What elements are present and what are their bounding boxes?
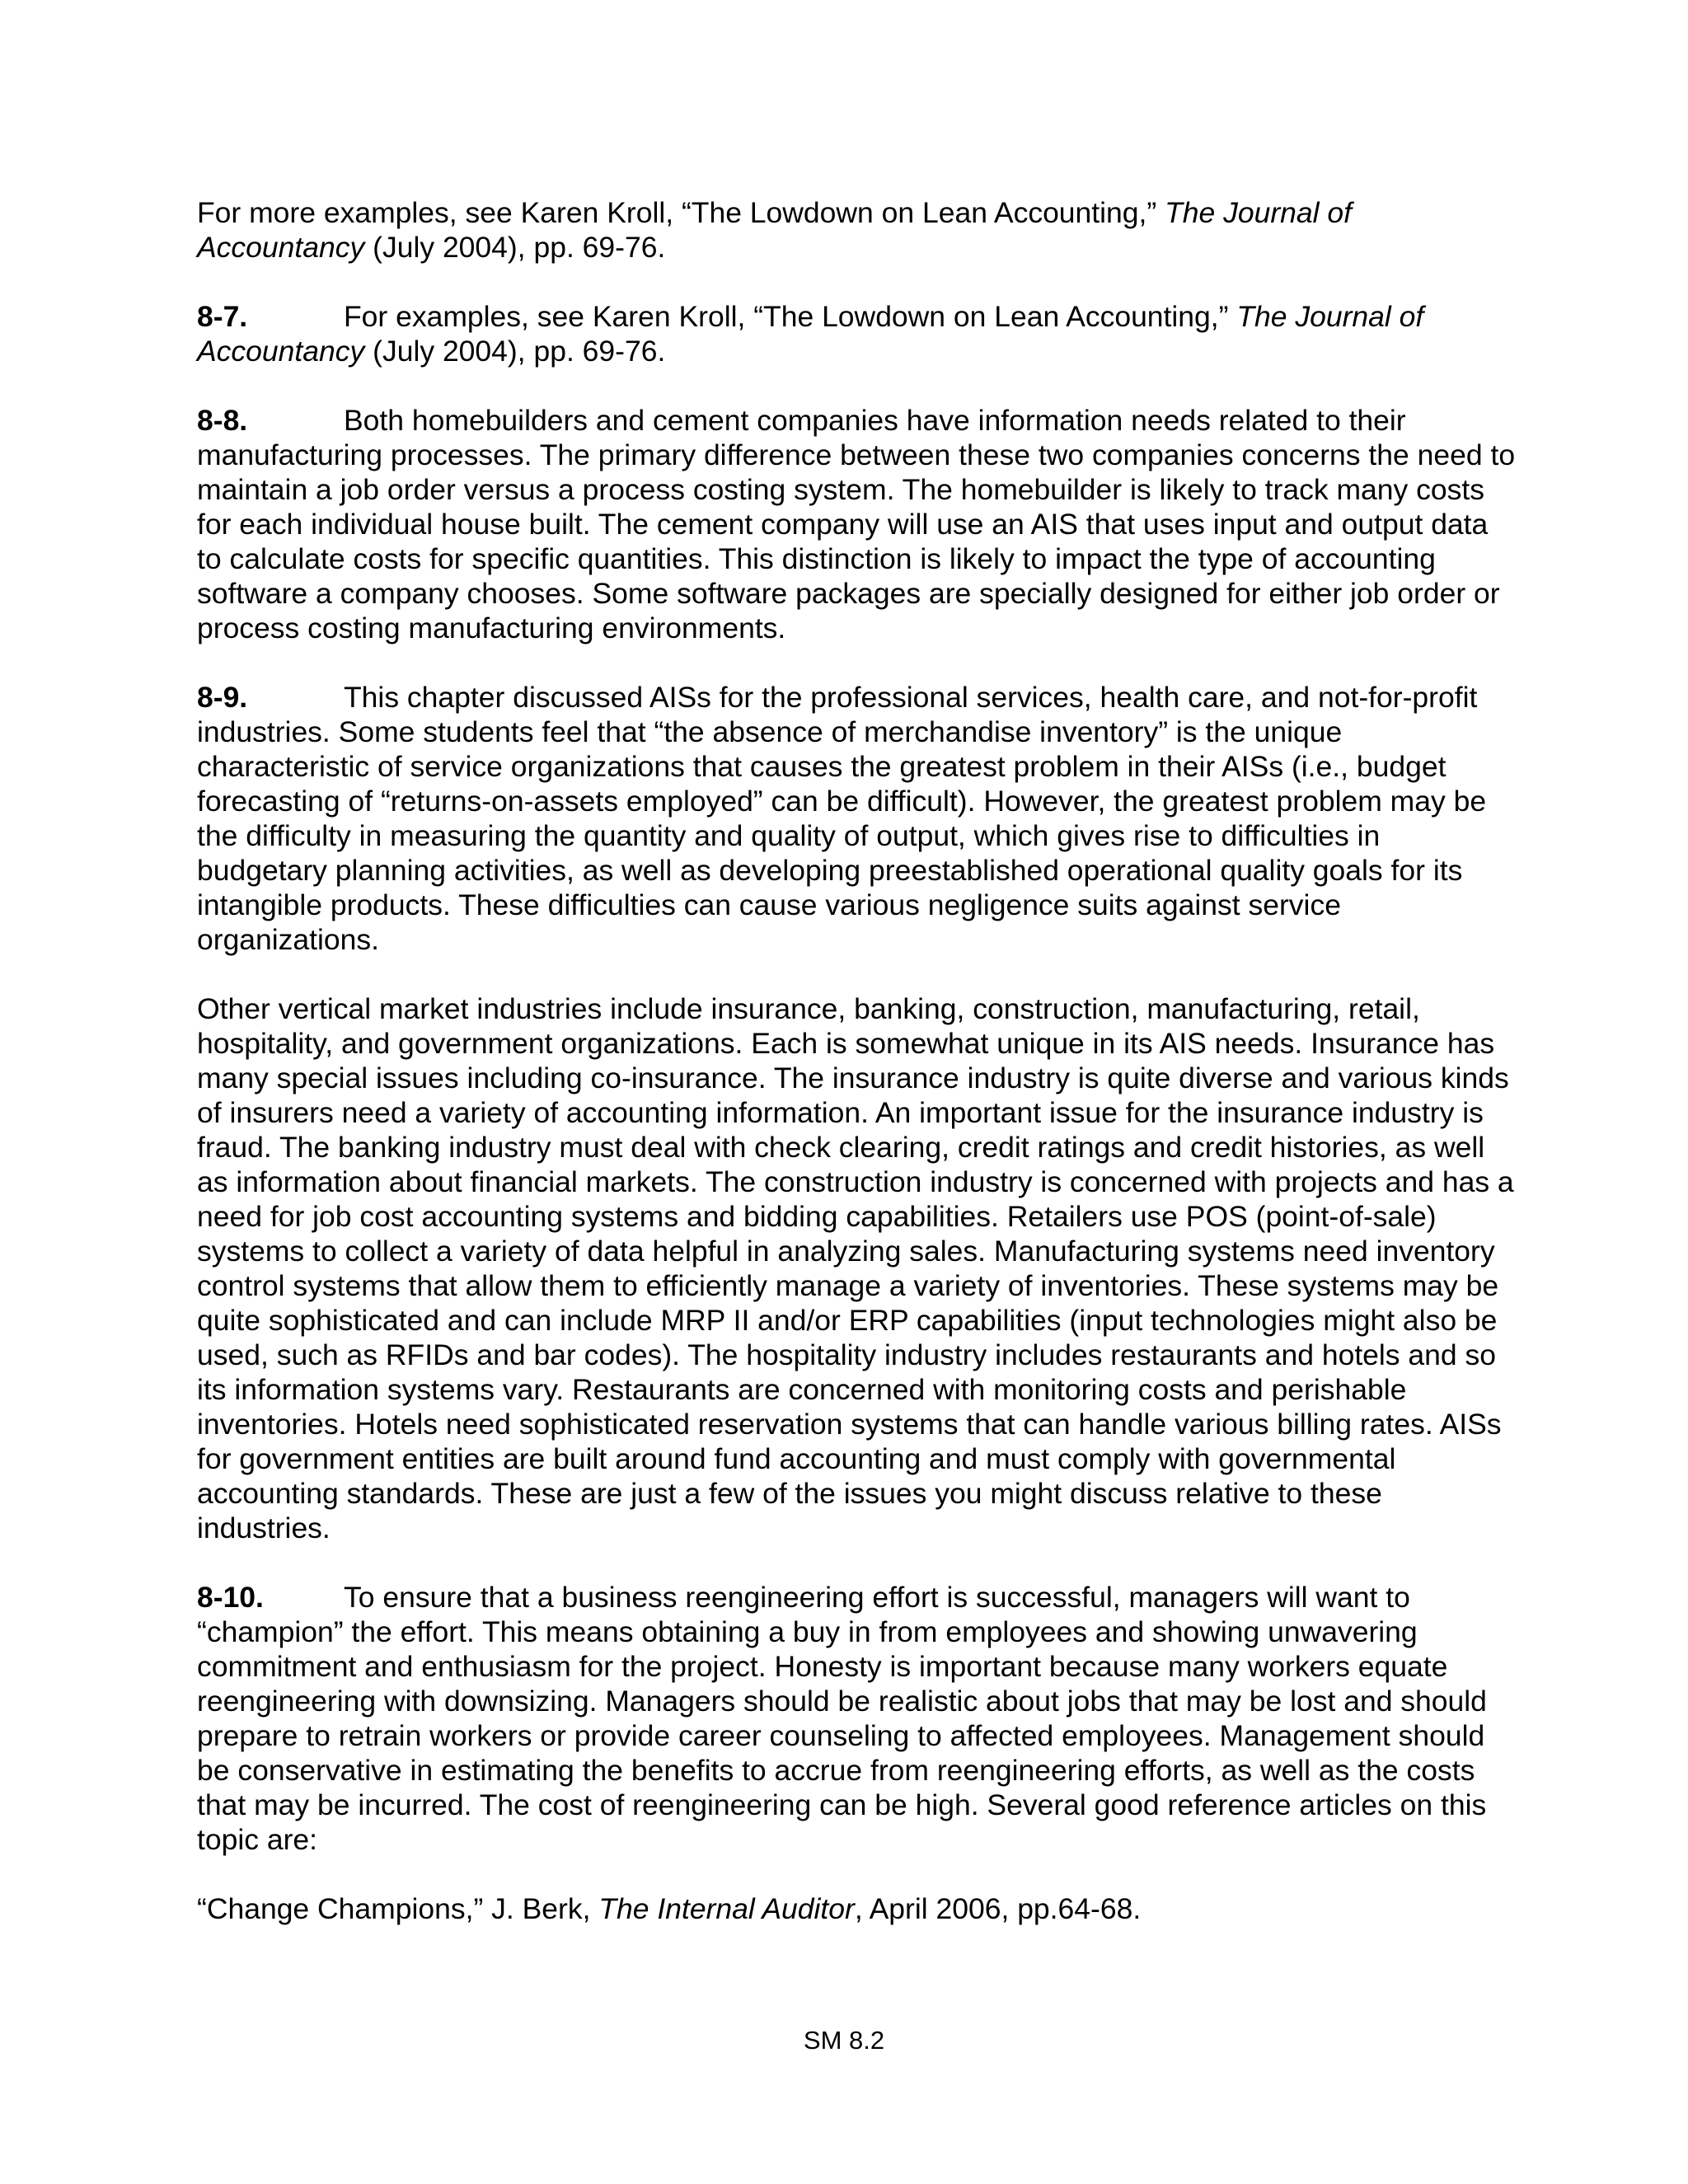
paragraph-8-8 [197,403,1516,645]
document-body [197,195,1516,1961]
paragraph-text: To ensure that a business reengineering effort is successful, managers will want to “champion” the effort. This means obtaining a buy in from employees and showing unwavering commitment and enthusiasm for the project. Honesty is important because many workers equate reengineering with downsizing. Managers should be realistic about jobs that may be lost and should prepare to retrain workers or provide career counseling to affected employees. Management should be conservative in estimating the benefits to accrue from reengineering efforts, as well as the costs that may be incurred. The cost of reengineering can be high. Several good reference articles on this topic are: [197,1581,1487,1856]
paragraph-text: For more examples, see Karen Kroll, “The Lowdown on Lean Accounting,” [197,196,1165,229]
paragraph-text: Both homebuilders and cement companies have information needs related to their manufacturing processes. The primary difference between these two companies concerns the need to maintain a job order versus a process costing system. The homebuilder is likely to track many costs for each individual house built. The cement company will use an AIS that uses input and output data to calculate costs for specific quantities. This distinction is likely to impact the type of accounting software a company chooses. Some software packages are specially designed for either job order or process costing manufacturing environments. [197,404,1516,644]
paragraph-intro [197,195,1516,265]
question-number: 8-8. [197,404,248,437]
question-number: 8-7. [197,300,248,333]
paragraph-8-9 [197,680,1516,957]
question-number: 8-10. [197,1581,264,1614]
page-footer [0,2024,1688,2057]
paragraph-text: For examples, see Karen Kroll, “The Lowdown on Lean Accounting,” [344,300,1237,333]
journal-title: The Journal of Accountancy [197,196,1353,264]
paragraph-vertical-markets [197,991,1516,1545]
question-number: 8-9. [197,681,248,714]
page-number: SM 8.2 [803,2026,885,2055]
paragraph-text: (July 2004), pp. 69-76. [364,231,666,264]
paragraph-text: This chapter discussed AISs for the professional services, health care, and not-for-profit industries. Some students feel that “the absence of merchandise inventory” is the unique characteristic of service organizations that causes the greatest problem in their AISs (i.e., budget forecasting of “returns-on-assets employed” can be difficult). However, the greatest problem may be the difficulty in measuring the quantity and quality of output, which gives rise to difficulties in budgetary planning activities, as well as developing preestablished operational quality goals for its intangible products. These difficulties can cause various negligence suits against service organizations. [197,681,1487,956]
journal-title: The Journal of Accountancy [197,300,1424,368]
journal-title: The Internal Auditor [598,1892,855,1925]
paragraph-text: “Change Champions,” J. Berk, [197,1892,599,1925]
paragraph-8-7 [197,299,1516,368]
paragraph-8-10 [197,1580,1516,1857]
paragraph-reference [197,1891,1516,1926]
paragraph-text: Other vertical market industries include insurance, banking, construction, manufacturing, retail, hospitality, and government organizations. Each is somewhat unique in its AIS needs. Insurance has many special issues including co-insurance. The insurance industry is quite diverse and various kinds of insurers need a variety of accounting information. An important issue for the insurance industry is fraud. The banking industry must deal with check clearing, credit ratings and credit histories, as well as information about financial markets. The construction industry is concerned with projects and has a need for job cost accounting systems and bidding capabilities. Retailers use POS (point-of-sale) systems to collect a variety of data helpful in analyzing sales. Manufacturing systems need inventory control systems that allow them to efficiently manage a variety of inventories. These systems may be quite sophisticated and can include MRP II and/or ERP capabilities (input technologies might also be used, such as RFIDs and bar codes). The hospitality industry includes restaurants and hotels and so its information systems vary. Restaurants are concerned with monitoring costs and perishable inventories. Hotels need sophisticated reservation systems that can handle various billing rates. AISs for government entities are built around fund accounting and must comply with governmental accounting standards. These are just a few of the issues you might discuss relative to these industries. [197,992,1514,1544]
paragraph-text: (July 2004), pp. 69-76. [364,335,666,368]
paragraph-text: , April 2006, pp.64-68. [854,1892,1142,1925]
